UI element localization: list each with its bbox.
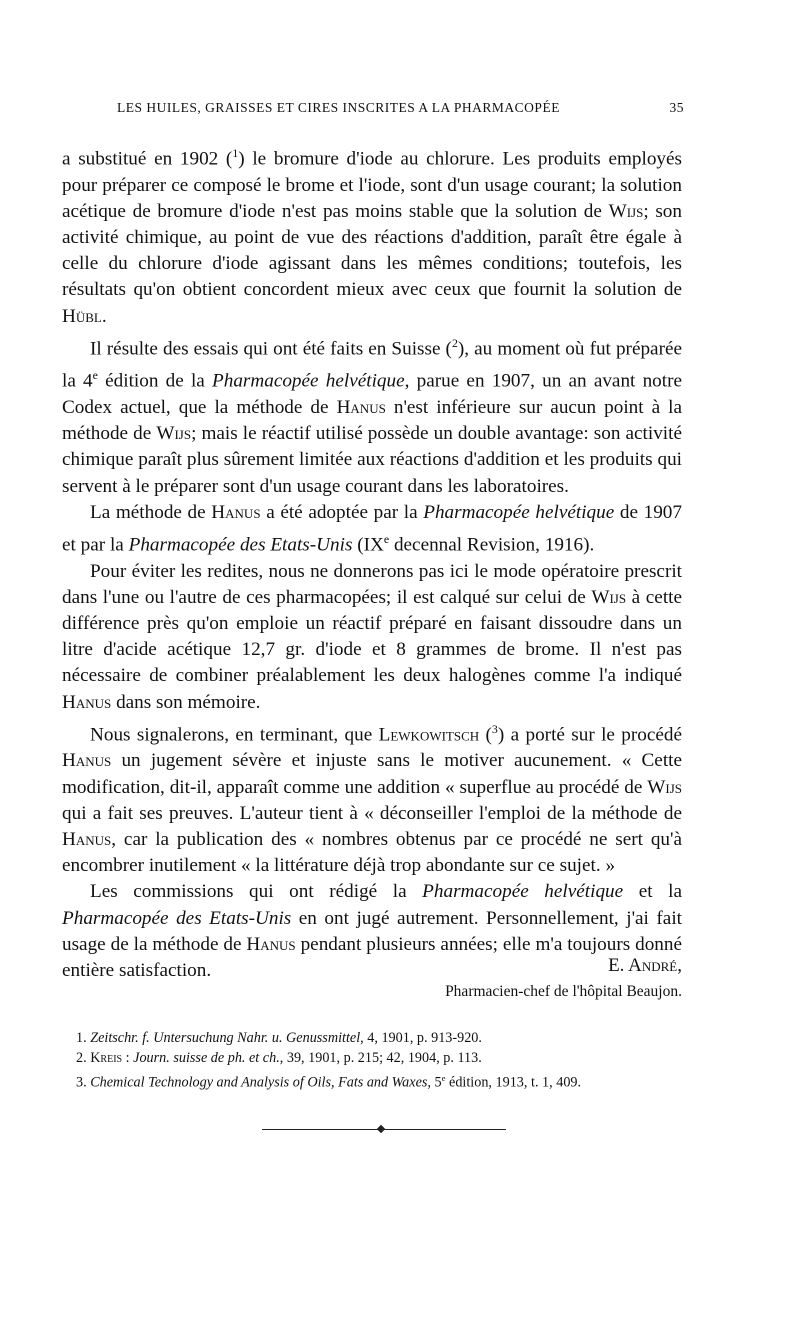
diamond-icon: [377, 1125, 385, 1133]
author-signature: E. André,: [608, 955, 682, 976]
author-affiliation: Pharmacien-chef de l'hôpital Beaujon.: [445, 983, 682, 1000]
paragraph: a substitué en 1902 ($^1$) le bromure d'iode au chlorure. Les produits employés pour préparer ce composé le brome et l'iode, sont d'un usage courant; la solution acétique de bromure d'iode n'est pas moins stable que la solution de Wijs; son activité chimique, au point de vue des réactions d'addition, paraît être égale à celle du chlorure d'iode agissant dans les mêmes conditions; toutefois, les résultats qu'on obtient concordent mieux avec ceux que fournit la solution de Hübl.: [62, 146, 682, 327]
paragraph: Il résulte des essais qui ont été faits en Suisse ($^2$), au moment où fut préparée la 4e édition de la Pharmacopée helvétique, parue en 1907, un an avant notre Codex actuel, que la méthode de Hanus n'est inférieure sur aucun point à la méthode de Wijs; mais le réactif utilisé possède un double avantage: son activité chimique paraît plus sûrement limitée aux réactions d'addition et les produits qui servent à le préparer sont d'un usage courant dans les laboratoires.: [62, 335, 682, 497]
page-number: 35: [669, 100, 684, 115]
footnotes: [62, 1028, 682, 1093]
paragraph: Nous signalerons, en terminant, que Lewkowitsch ($^3$) a porté sur le procédé Hanus un jugement sévère et injuste sans le motiver aucunement. « Cette modification, dit-il, apparaît comme une addition « superflue au procédé de Wijs qui a fait ses preuves. L'auteur tient à « déconseiller l'emploi de la méthode de Hanus, car la publication des « nombres obtenus par ce procédé ne sert qu'à encombrer inutilement « la littérature déjà trop abondante sur ce sujet. »: [62, 721, 682, 877]
paragraph: La méthode de Hanus a été adoptée par la Pharmacopée helvétique de 1907 et par la Pharmacopée des Etats-Unis (IXe decennal Revision, 1916).: [62, 501, 682, 556]
body-text: [62, 140, 682, 984]
footnote: 3. Chemical Technology and Analysis of Oils, Fats and Waxes, 5e édition, 1913, t. 1, 409.: [76, 1073, 582, 1091]
footnote: 2. Kreis : Journ. suisse de ph. et ch., 39, 1901, p. 215; 42, 1904, p. 113.: [76, 1050, 482, 1066]
footnote: 1. Zeitschr. f. Untersuchung Nahr. u. Genussmittel, 4, 1901, p. 913-920.: [76, 1030, 482, 1046]
paragraph: Les commissions qui ont rédigé la Pharmacopée helvétique et la Pharmacopée des Etats-Unis en ont jugé autrement. Personnellement, j'ai fait usage de la méthode de Hanus pendant plusieurs années; elle m'a toujours donné entière satisfaction.: [62, 881, 683, 982]
end-ornament: [262, 1128, 506, 1132]
paragraph: Pour éviter les redites, nous ne donnerons pas ici le mode opératoire prescrit dans l'une ou l'autre de ces pharmacopées; il est calqué sur celui de Wijs à cette différence près qu'on emploie un réactif préparé en faisant dissoudre dans un litre d'acide acétique 12,7 gr. d'iode et 8 grammes de brome. Il n'est pas nécessaire de combiner préalablement les deux halogènes comme l'a indiqué Hanus dans son mémoire.: [62, 560, 683, 713]
running-title: LES HUILES, GRAISSES ET CIRES INSCRITES A LA PHARMACOPÉE: [117, 100, 560, 115]
